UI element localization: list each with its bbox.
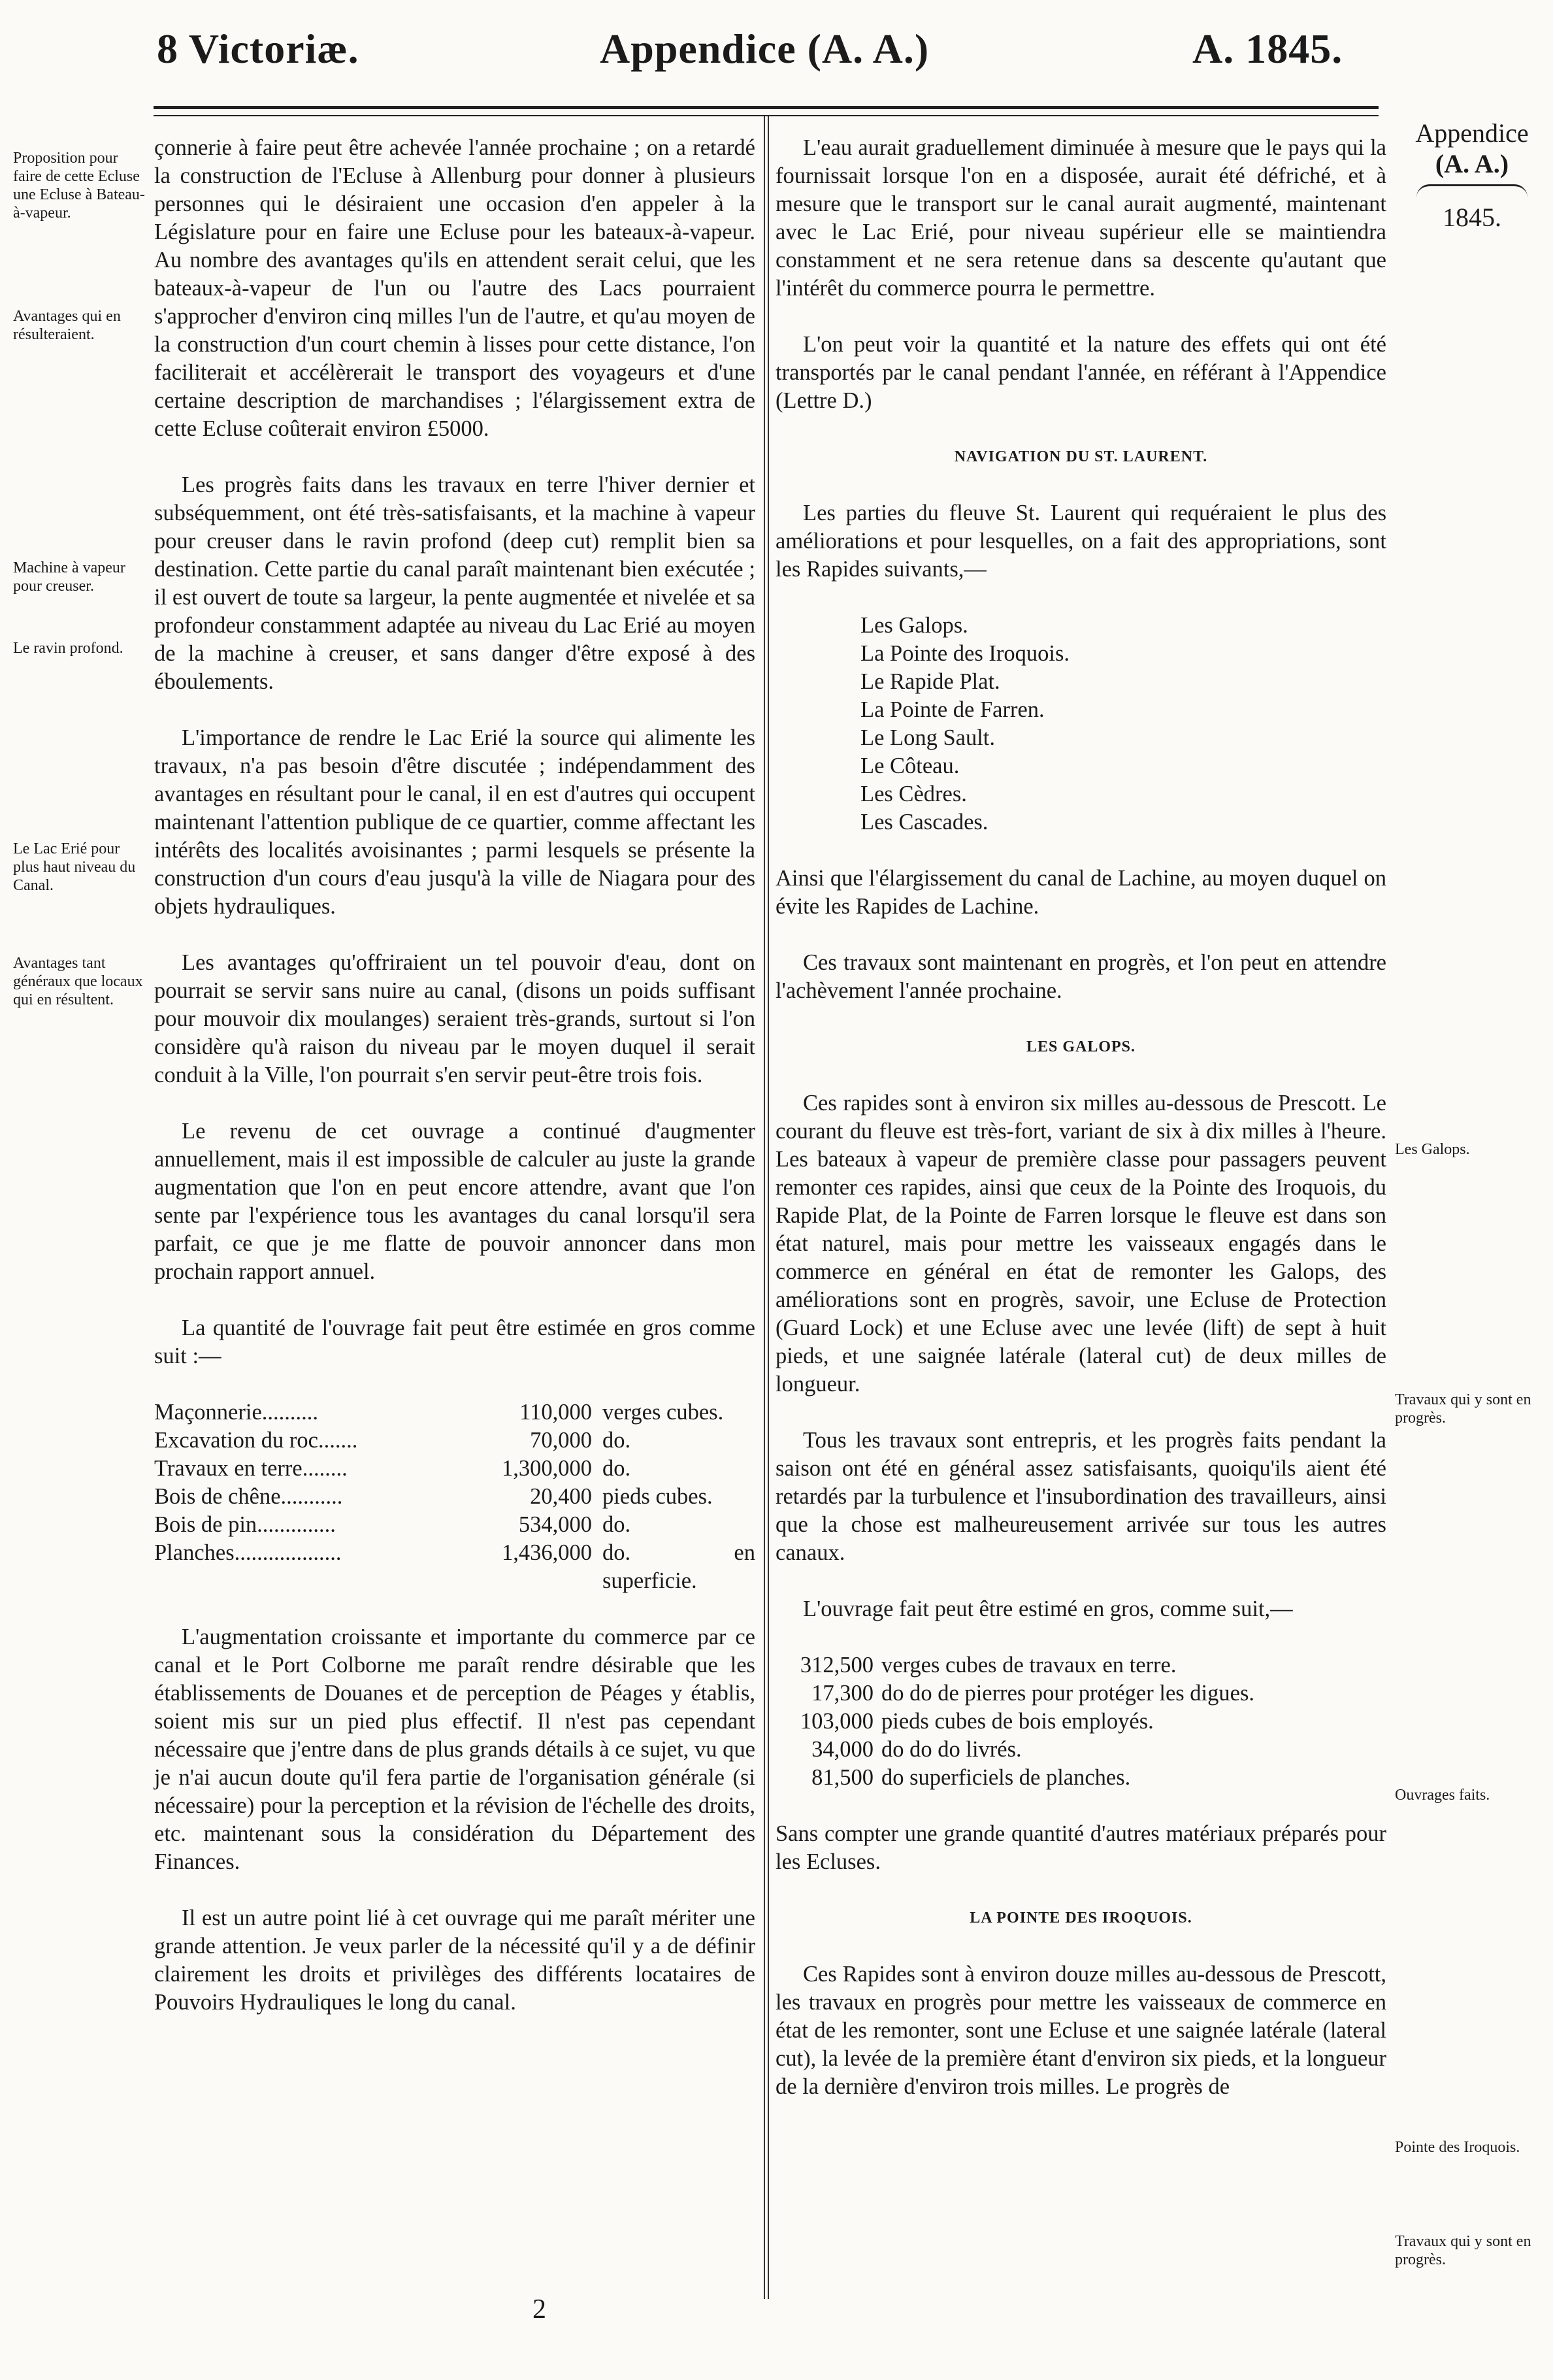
- side-appendix-line1: Appendice: [1415, 118, 1529, 148]
- right-paragraph-7: Tous les travaux sont entrepris, et les progrès faits pendant la saison ont été en général assez satisfaisants, quoiqu'ils aient été retardés par la turbulence et l'insubordination des travailleurs, ainsi que la chose est malheureusement arrivée sur tous les autres canaux.: [776, 1428, 1386, 1565]
- work-desc: do do de pierres pour protéger les digues.: [881, 1681, 1255, 1706]
- table-row: [154, 1455, 755, 1483]
- quantity-amount: 1,436,000: [502, 1540, 592, 1565]
- column-divider-second: [768, 116, 769, 2299]
- quantity-amount: 534,000: [518, 1512, 592, 1537]
- works-table: [776, 1651, 1254, 1792]
- margin-note-iroquois: Pointe des Iroquois.: [1395, 2139, 1520, 2156]
- margin-note-ravin: Le ravin profond.: [13, 640, 123, 657]
- quantity-item: Planches...................: [154, 1540, 342, 1565]
- left-column: [154, 134, 755, 2045]
- table-row: [776, 1764, 1254, 1792]
- right-paragraph-2: L'on peut voir la quantité et la nature des effets qui ont été transportés par le canal pendant l'année, en référant à l'Appendice (Lettre D.): [776, 332, 1386, 413]
- page-number: 2: [532, 2294, 546, 2324]
- right-paragraph-9: Sans compter une grande quantité d'autres matériaux préparés pour les Ecluses.: [776, 1821, 1386, 1874]
- quantity-item: Bois de pin..............: [154, 1512, 336, 1537]
- margin-note-avantages: Avantages qui en résulteraient.: [13, 308, 121, 343]
- right-paragraph-1: L'eau aurait graduellement diminuée à mesure que le pays qui la fournissait lorsque l'on en a disposée, aurait été défriché, et à mesure que le transport sur le canal aurait augmenté, maintenant avec le Lac Erié, pour niveau supérieur elle se maintiendra constamment et ne sera retenue dans sa descente qu'autant que l'intérêt du commerce pourra le permettre.: [776, 135, 1386, 301]
- left-paragraph-5: Le revenu de cet ouvrage a continué d'augmenter annuellement, mais il est impossible de calculer au juste la grande augmentation que l'on en peut encore attendre, avant que l'on sente par l'expérience tous les avantages du canal lorsqu'il sera parfait, ce que je me flatte de pouvoir annoncer dans mon prochain rapport annuel.: [154, 1119, 755, 1284]
- left-paragraph-7: L'augmentation croissante et importante du commerce par ce canal et le Port Colborne me paraît rendre désirable que les établissements de Douanes et de perception de Péages y établis, soient mis sur un pied plus effectif. Il n'est pas cependant nécessaire que j'entre dans de plus grands détails à ce sujet, vu que je n'ai aucun doute qu'il fera partie de l'organisation générale (si nécessaire) pour la perception et la révision de l'échelle des droits, etc. maintenant sous la considération du Département des Finances.: [154, 1625, 755, 1874]
- list-item: Les Galops.: [860, 613, 968, 638]
- right-paragraph-3: Les parties du fleuve St. Laurent qui requéraient le plus des améliorations et pour lesquelles, on a fait des appropriations, sont les Rapides suivants,—: [776, 501, 1386, 582]
- work-amount: 17,300: [811, 1681, 874, 1706]
- left-paragraph-6: La quantité de l'ouvrage fait peut être estimée en gros comme suit :—: [154, 1315, 755, 1368]
- margin-note-avantages-generaux: Avantages tant généraux que locaux qui en résultent.: [13, 955, 143, 1008]
- right-paragraph-6: Ces rapides sont à environ six milles au-dessous de Prescott. Le courant du fleuve est très-fort, variant de six à dix milles à l'heure. Les bateaux à vapeur de première classe pour passagers peuvent remonter ces rapides, ainsi que ceux de la Pointe des Iroquois, du Rapide Plat, de la Pointe de Farren lorsque le fleuve est dans son état naturel, mais pour mettre les vaisseaux engagés dans le commerce en général en état de remonter les Galops, des améliorations sont en progrès, savoir, une Ecluse de Protection (Guard Lock) et une Ecluse avec une levée (lift) de sept à huit pieds, et une saignée latérale (lateral cut) de deux milles de longueur.: [776, 1091, 1386, 1397]
- table-row: [154, 1511, 755, 1539]
- section-heading-navigation: NAVIGATION DU ST. LAURENT.: [954, 448, 1208, 465]
- work-amount: 81,500: [811, 1765, 874, 1790]
- quantity-item: Excavation du roc.......: [154, 1428, 358, 1453]
- quantity-unit: pieds cubes.: [602, 1484, 713, 1509]
- margin-note-ecluse: Proposition pour faire de cette Ecluse une Ecluse à Bateau-à-vapeur.: [13, 150, 145, 222]
- quantity-unit: verges cubes.: [602, 1400, 724, 1425]
- quantity-amount: 70,000: [530, 1428, 592, 1453]
- quantity-amount: 110,000: [519, 1400, 592, 1425]
- table-row: [776, 1679, 1254, 1708]
- table-row: [776, 1708, 1254, 1736]
- right-paragraph-8: L'ouvrage fait peut être estimé en gros, comme suit,—: [803, 1596, 1293, 1621]
- table-row: [154, 1539, 755, 1595]
- work-amount: 34,000: [811, 1737, 874, 1762]
- left-paragraph-2: Les progrès faits dans les travaux en terre l'hiver dernier et subséquemment, ont été très-satisfaisants, et la machine à vapeur pour creuser dans le ravin profond (deep cut) remplit bien sa destination. Cette partie du canal paraît maintenant bien exécutée ; il est ouvert de toute sa largeur, la pente augmentée et nivelée et sa profondeur constamment adaptée au niveau du Lac Erié au moyen de la machine à creuser, et sans danger d'être exposé à des éboulements.: [154, 472, 755, 694]
- left-paragraph-4: Les avantages qu'offriraient un tel pouvoir d'eau, dont on pourrait se servir sans nuire au canal, (disons un poids suffisant pour mouvoir dix moulanges) seraient très-grands, surtout si l'on considère qu'à raison du niveau par le moyen duquel il serait conduit à la Ville, l'on pourrait s'en servir peut-être trois fois.: [154, 950, 755, 1087]
- header-rule-thin: [154, 115, 1379, 116]
- rapids-list: [860, 612, 1386, 836]
- quantity-unit: do. en superficie.: [602, 1540, 755, 1593]
- section-heading-galops: LES GALOPS.: [1026, 1038, 1136, 1055]
- quantities-table: [154, 1398, 755, 1595]
- header-year: A. 1845.: [1192, 25, 1343, 72]
- margin-note-travaux-iroquois: Travaux qui y sont en progrès.: [1395, 2233, 1531, 2268]
- work-desc: pieds cubes de bois employés.: [881, 1709, 1154, 1734]
- table-row: [776, 1736, 1254, 1764]
- quantity-amount: 1,300,000: [502, 1456, 592, 1481]
- work-desc: do do do livrés.: [881, 1737, 1022, 1762]
- quantity-item: Maçonnerie..........: [154, 1400, 319, 1425]
- side-appendix-year: 1845.: [1443, 203, 1501, 232]
- header-rule-thick: [154, 106, 1379, 109]
- margin-note-machine: Machine à vapeur pour creuser.: [13, 559, 125, 595]
- work-desc: do superficiels de planches.: [881, 1765, 1131, 1790]
- right-paragraph-5: Ces travaux sont maintenant en progrès, et l'on peut en attendre l'achèvement l'année prochaine.: [776, 950, 1386, 1003]
- side-appendix-label: [1397, 118, 1547, 233]
- left-paragraph-3: L'importance de rendre le Lac Erié la source qui alimente les travaux, n'a pas besoin d'être discutée ; indépendamment des avantages en résultant pour le canal, il en est d'autres qui occupent maintenant l'attention publique de ce quartier, comme affectant les intérêts des localités avoisinantes ; parmi lesquels se présente la construction d'un cours d'eau jusqu'à la ville de Niagara pour des objets hydrauliques.: [154, 725, 755, 919]
- quantity-item: Travaux en terre........: [154, 1456, 348, 1481]
- margin-note-galops: Les Galops.: [1395, 1141, 1470, 1158]
- quantity-unit: do.: [602, 1428, 631, 1453]
- list-item: La Pointe des Iroquois.: [860, 641, 1070, 666]
- table-row: [776, 1651, 1254, 1679]
- quantity-unit: do.: [602, 1512, 631, 1537]
- right-column: [776, 134, 1386, 2129]
- column-divider: [764, 116, 765, 2299]
- quantity-item: Bois de chêne...........: [154, 1484, 343, 1509]
- margin-note-travaux-galops: Travaux qui y sont en progrès.: [1395, 1391, 1531, 1427]
- header-title: Appendice (A. A.): [600, 25, 930, 72]
- list-item: Les Cascades.: [860, 810, 989, 835]
- list-item: Le Long Sault.: [860, 725, 996, 750]
- margin-note-ouvrages: Ouvrages faits.: [1395, 1787, 1490, 1804]
- quantity-amount: 20,400: [530, 1484, 592, 1509]
- list-item: Le Côteau.: [860, 753, 960, 778]
- right-paragraph-10: Ces Rapides sont à environ douze milles au-dessous de Prescott, les travaux en progrès pour mettre les vaisseaux de commerce en état de les remonter, sont une Ecluse et une saignée latérale (lateral cut), la levée de la première étant d'environ six pieds, et la longueur de la dernière d'environ trois milles. Le progrès de: [776, 1962, 1386, 2099]
- left-paragraph-8: Il est un autre point lié à cet ouvrage qui me paraît mériter une grande attention. Je veux parler de la nécessité qu'il y a de définir clairement les droits et privilèges des différents locataires de Pouvoirs Hydrauliques le long du canal.: [154, 1906, 755, 2015]
- left-paragraph-1: çonnerie à faire peut être achevée l'année prochaine ; on a retardé la construction de l'Ecluse à Allenburg pour donner à plusieurs personnes qui le désiraient une occasion d'en appeler à la Législature pour en faire une Ecluse pour les bateaux-à-vapeur. Au nombre des avantages qu'ils en attendent serait celui, que les bateaux-à-vapeur de l'un ou l'autre des Lacs pourraient s'approcher d'environ cinq milles l'un de l'autre, et qu'au moyen de la construction d'un court chemin à lisses pour cette distance, l'on faciliterait et accélèrerait le transport des voyageurs et d'une certaine description de marchandises ; l'élargissement extra de cette Ecluse coûterait environ £5000.: [154, 135, 755, 441]
- section-heading-iroquois: LA POINTE DES IROQUOIS.: [970, 1909, 1192, 1926]
- margin-note-lac-erie: Le Lac Erié pour plus haut niveau du Canal.: [13, 840, 136, 894]
- table-row: [154, 1398, 755, 1427]
- side-brace: [1416, 184, 1528, 199]
- side-appendix-line2: (A. A.): [1435, 149, 1509, 178]
- list-item: Le Rapide Plat.: [860, 669, 1000, 694]
- table-row: [154, 1483, 755, 1511]
- list-item: Les Cèdres.: [860, 782, 967, 806]
- quantity-unit: do.: [602, 1456, 631, 1481]
- work-amount: 312,500: [800, 1653, 874, 1678]
- right-paragraph-4: Ainsi que l'élargissement du canal de Lachine, au moyen duquel on évite les Rapides de Lachine.: [776, 866, 1386, 919]
- work-desc: verges cubes de travaux en terre.: [881, 1653, 1177, 1678]
- table-row: [154, 1427, 755, 1455]
- header-session: 8 Victoriæ.: [157, 25, 359, 72]
- list-item: La Pointe de Farren.: [860, 697, 1045, 722]
- work-amount: 103,000: [800, 1709, 874, 1734]
